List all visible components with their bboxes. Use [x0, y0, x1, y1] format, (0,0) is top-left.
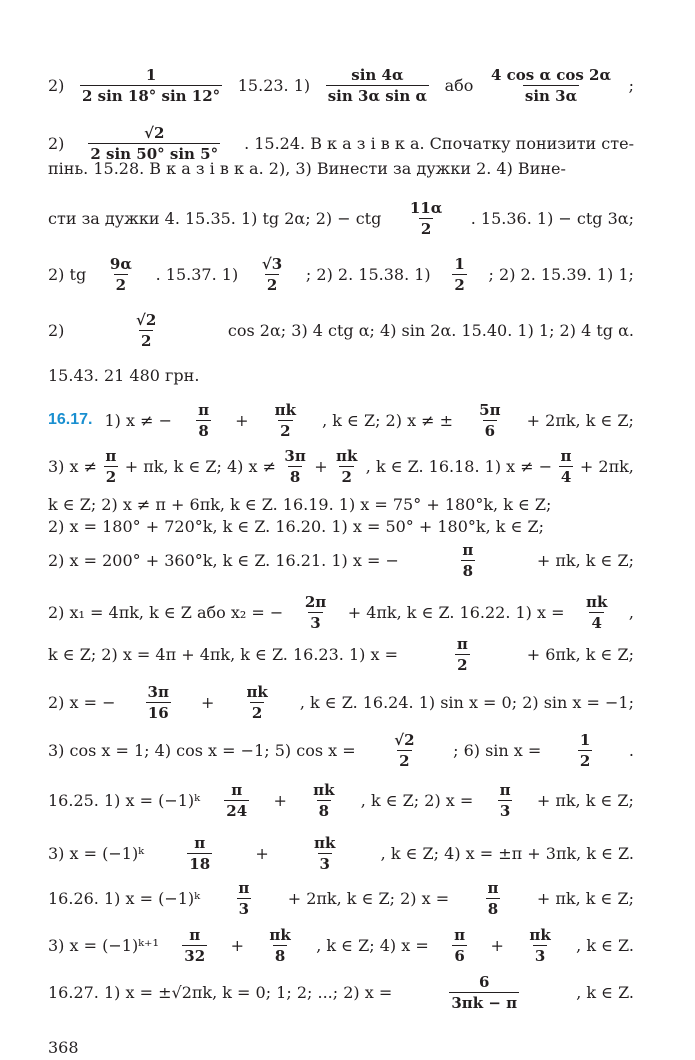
numerator: π	[560, 446, 572, 465]
numerator: π	[189, 925, 201, 944]
answer-line-21	[48, 972, 634, 1012]
denominator: 18	[189, 854, 211, 873]
text-segment: +	[273, 790, 287, 810]
text-segment: 16.27. 1) x = ±√2πk, k = 0; 1; 2; ...; 2) x =	[48, 982, 393, 1002]
text-segment: .	[628, 740, 634, 760]
numerator: 1	[454, 254, 465, 273]
text-segment: 3) cos x = 1; 4) cos x = −1; 5) cos x =	[48, 740, 356, 760]
text-segment: 2) tg	[48, 264, 87, 284]
numerator: πk	[314, 833, 336, 852]
text-segment: ; 2) 2. 15.39. 1) 1;	[488, 264, 634, 284]
text-segment: 2) x = 200° + 360°k, k ∈ Z. 16.21. 1) x = −	[48, 550, 399, 570]
text-segment: + πk, k ∈ Z;	[536, 888, 634, 908]
text-segment: k ∈ Z; 2) x = 4π + 4πk, k ∈ Z. 16.23. 1) x =	[48, 644, 398, 664]
exercise-label: 16.17.	[48, 411, 93, 428]
numerator: πk	[529, 925, 551, 944]
answer-line-6	[48, 310, 634, 350]
fraction	[182, 926, 207, 965]
text-segment: + 4πk, k ∈ Z. 16.22. 1) x =	[347, 602, 565, 622]
answer-line-15	[48, 682, 634, 722]
fraction	[312, 834, 337, 873]
denominator: 8	[487, 899, 499, 918]
fraction	[244, 683, 269, 722]
denominator: 2	[341, 467, 352, 486]
denominator: 8	[274, 946, 286, 965]
denominator: 8	[462, 561, 474, 580]
fraction	[489, 66, 613, 105]
line-content	[48, 66, 634, 105]
fraction	[486, 879, 501, 918]
text-segment: , k ∈ Z; 2) x ≠ ±	[322, 410, 454, 430]
fraction	[303, 593, 328, 632]
text-segment: 15.43. 21 480 грн.	[48, 365, 200, 385]
fraction	[224, 781, 249, 820]
answer-line-20	[48, 925, 634, 965]
text-segment: cos 2α; 3) 4 ctg α; 4) sin 2α. 15.40. 1) 1; 2) 4 tg α.	[227, 320, 634, 340]
line-content	[48, 447, 634, 486]
numerator: 2π	[304, 592, 327, 611]
line-content	[48, 834, 634, 873]
text-segment: 2)	[48, 320, 65, 340]
denominator: 2 sin 50° sin 5°	[90, 144, 219, 163]
denominator: 3	[319, 854, 330, 873]
answer-line-13	[48, 592, 634, 632]
answer-line-11	[48, 510, 634, 542]
text-segment: 2)	[48, 133, 65, 153]
denominator: 4	[591, 613, 602, 632]
text-segment: , k ∈ Z.	[576, 935, 634, 955]
text-segment: 1) x ≠ −	[104, 410, 172, 430]
text-segment: 3) x = (−1)ᵏ	[48, 843, 145, 863]
numerator: 3π	[284, 446, 306, 465]
text-segment: +	[230, 935, 244, 955]
fraction	[146, 683, 171, 722]
numerator: π	[194, 833, 206, 852]
fraction	[527, 926, 552, 965]
numerator: π	[105, 446, 117, 465]
denominator: 2	[420, 219, 432, 238]
text-segment: + 2πk,	[579, 456, 634, 476]
line-content	[48, 541, 634, 580]
fraction	[326, 66, 429, 105]
text-segment: 16.25. 1) x = (−1)ᵏ	[48, 790, 200, 810]
text-segment: k ∈ Z; 2) x ≠ π + 6πk, k ∈ Z. 16.19. 1) x = 75° + 180°k, k ∈ Z;	[48, 494, 552, 514]
text-segment: ; 2) 2. 15.38. 1)	[305, 264, 431, 284]
denominator: 2	[579, 751, 591, 770]
numerator: πk	[246, 682, 268, 701]
numerator: πk	[269, 925, 291, 944]
denominator: 6	[484, 421, 496, 440]
answer-line-1	[48, 65, 634, 105]
numerator: sin 4α	[351, 65, 404, 84]
fraction	[460, 541, 475, 580]
fraction	[108, 255, 134, 294]
fraction	[452, 926, 467, 965]
answer-line-4	[48, 198, 634, 238]
numerator: π	[456, 634, 468, 653]
fraction	[236, 879, 251, 918]
numerator: 6	[479, 972, 490, 991]
text-segment: , k ∈ Z. 16.18. 1) x ≠ −	[365, 456, 553, 476]
text-segment: або	[444, 75, 474, 95]
fraction	[267, 926, 292, 965]
text-segment: , k ∈ Z.	[576, 982, 634, 1002]
line-content	[48, 255, 634, 294]
line-content	[48, 311, 634, 350]
text-segment: , k ∈ Z; 2) x =	[360, 790, 474, 810]
denominator: 2 sin 18° sin 12°	[82, 86, 221, 105]
denominator: 2	[115, 275, 127, 294]
numerator: πk	[274, 400, 296, 419]
answer-line-9	[48, 446, 634, 486]
fraction	[282, 447, 307, 486]
answer-line-18	[48, 833, 634, 873]
line-content	[48, 635, 634, 674]
fraction	[578, 731, 592, 770]
denominator: 16	[147, 703, 169, 722]
fraction	[134, 311, 158, 350]
numerator: π	[198, 400, 210, 419]
denominator: 2	[105, 467, 117, 486]
fraction	[196, 401, 211, 440]
fraction	[392, 731, 416, 770]
fraction	[260, 255, 284, 294]
line-content	[48, 879, 634, 918]
denominator: 2	[251, 703, 263, 722]
numerator: π	[231, 780, 243, 799]
answer-line-17	[48, 780, 634, 820]
text-segment: 2) x₁ = 4πk, k ∈ Z або x₂ = −	[48, 602, 284, 622]
answer-line-8	[48, 400, 634, 440]
numerator: π	[499, 780, 511, 799]
numerator: 1	[145, 65, 157, 84]
text-segment: + πk, k ∈ Z;	[536, 790, 634, 810]
numerator: 9α	[109, 254, 132, 273]
numerator: πk	[586, 592, 608, 611]
answer-line-7	[48, 359, 634, 391]
numerator: πk	[336, 446, 358, 465]
denominator: 2	[140, 331, 152, 350]
text-segment: 3) x = (−1)ᵏ⁺¹	[48, 935, 159, 955]
text-segment: +	[255, 843, 269, 863]
denominator: 24	[226, 801, 248, 820]
denominator: 32	[184, 946, 206, 965]
numerator: 3π	[147, 682, 169, 701]
text-segment: ;	[628, 75, 634, 95]
numerator: √3	[261, 254, 283, 273]
denominator: 6	[454, 946, 465, 965]
text-segment: , k ∈ Z. 16.24. 1) sin x = 0; 2) sin x = −1;	[299, 692, 634, 712]
numerator: 5π	[479, 400, 501, 419]
fraction	[334, 447, 359, 486]
denominator: 8	[289, 467, 301, 486]
line-content	[48, 199, 634, 238]
numerator: 4 cos α cos 2α	[491, 65, 612, 84]
numerator: √2	[144, 123, 165, 142]
numerator: √2	[394, 730, 415, 749]
denominator: 3	[310, 613, 321, 632]
text-segment: пінь. 15.28. В к а з і в к а. 2), 3) Винести за дужки 2. 4) Вине-	[48, 158, 566, 178]
text-segment: +	[490, 935, 504, 955]
text-segment: ,	[628, 602, 634, 622]
text-segment: , k ∈ Z; 4) x =	[316, 935, 429, 955]
denominator: 2	[399, 751, 410, 770]
text-segment: 16.26. 1) x = (−1)ᵏ	[48, 888, 200, 908]
fraction	[559, 447, 574, 486]
fraction	[187, 834, 212, 873]
denominator: 8	[318, 801, 330, 820]
denominator: 2	[266, 275, 278, 294]
fraction	[452, 255, 466, 294]
text-segment: 2)	[48, 75, 65, 95]
numerator: πk	[313, 780, 335, 799]
text-segment: 3) x ≠	[48, 456, 98, 476]
numerator: √2	[136, 310, 157, 329]
denominator: 3	[534, 946, 546, 965]
answer-line-19	[48, 878, 634, 918]
fraction	[449, 973, 519, 1012]
answer-line-3	[48, 152, 634, 184]
answer-line-16	[48, 730, 634, 770]
line-content	[48, 683, 634, 722]
numerator: 1	[579, 730, 591, 749]
numerator: π	[462, 540, 474, 559]
answer-line-5	[48, 254, 634, 294]
text-segment: . 15.36. 1) − ctg 3α;	[470, 208, 634, 228]
fraction	[311, 781, 336, 820]
denominator: 2	[280, 421, 291, 440]
answer-line-14	[48, 634, 634, 674]
text-segment: +	[235, 410, 249, 430]
text-segment: +	[314, 456, 328, 476]
denominator: 3πk − π	[451, 993, 518, 1012]
numerator: π	[454, 925, 466, 944]
line-content	[48, 781, 634, 820]
text-segment: +	[201, 692, 215, 712]
line-content	[48, 593, 634, 632]
text-segment: + 6πk, k ∈ Z;	[526, 644, 634, 664]
denominator: 2	[454, 275, 465, 294]
fraction	[498, 781, 513, 820]
fraction	[80, 66, 222, 105]
text-segment: сти за дужки 4. 15.35. 1) tg 2α; 2) − ctg	[48, 208, 382, 228]
denominator: sin 3α	[524, 86, 578, 105]
denominator: 3	[499, 801, 511, 820]
numerator: 11α	[409, 198, 443, 217]
line-content	[104, 401, 634, 440]
text-segment: ; 6) sin x =	[453, 740, 542, 760]
text-segment: , k ∈ Z; 4) x = ±π + 3πk, k ∈ Z.	[380, 843, 634, 863]
fraction	[477, 401, 502, 440]
line-content	[48, 973, 634, 1012]
text-segment: + 2πk, k ∈ Z;	[526, 410, 634, 430]
denominator: 8	[198, 421, 209, 440]
text-segment: 2) x = 180° + 720°k, k ∈ Z. 16.20. 1) x = 50° + 180°k, k ∈ Z;	[48, 516, 544, 536]
denominator: 2	[457, 655, 468, 674]
text-segment: . 15.24. В к а з і в к а. Спочатку понизити сте-	[244, 133, 634, 153]
numerator: π	[487, 878, 499, 897]
text-segment: . 15.37. 1)	[155, 264, 239, 284]
fraction	[103, 447, 118, 486]
answer-line-12	[48, 540, 634, 580]
page-number: 368	[48, 1038, 79, 1057]
text-segment: 15.23. 1)	[237, 75, 311, 95]
denominator: 3	[238, 899, 250, 918]
fraction	[584, 593, 609, 632]
denominator: sin 3α sin α	[327, 86, 428, 105]
line-content	[48, 926, 634, 965]
line-content	[48, 731, 634, 770]
denominator: 4	[560, 467, 572, 486]
fraction	[273, 401, 298, 440]
fraction	[408, 199, 444, 238]
text-segment: + 2πk, k ∈ Z; 2) x =	[287, 888, 450, 908]
numerator: π	[238, 878, 250, 897]
fraction	[455, 635, 470, 674]
text-segment: 2) x = −	[48, 692, 116, 712]
text-segment: + πk, k ∈ Z; 4) x ≠	[124, 456, 276, 476]
text-segment: + πk, k ∈ Z;	[536, 550, 634, 570]
